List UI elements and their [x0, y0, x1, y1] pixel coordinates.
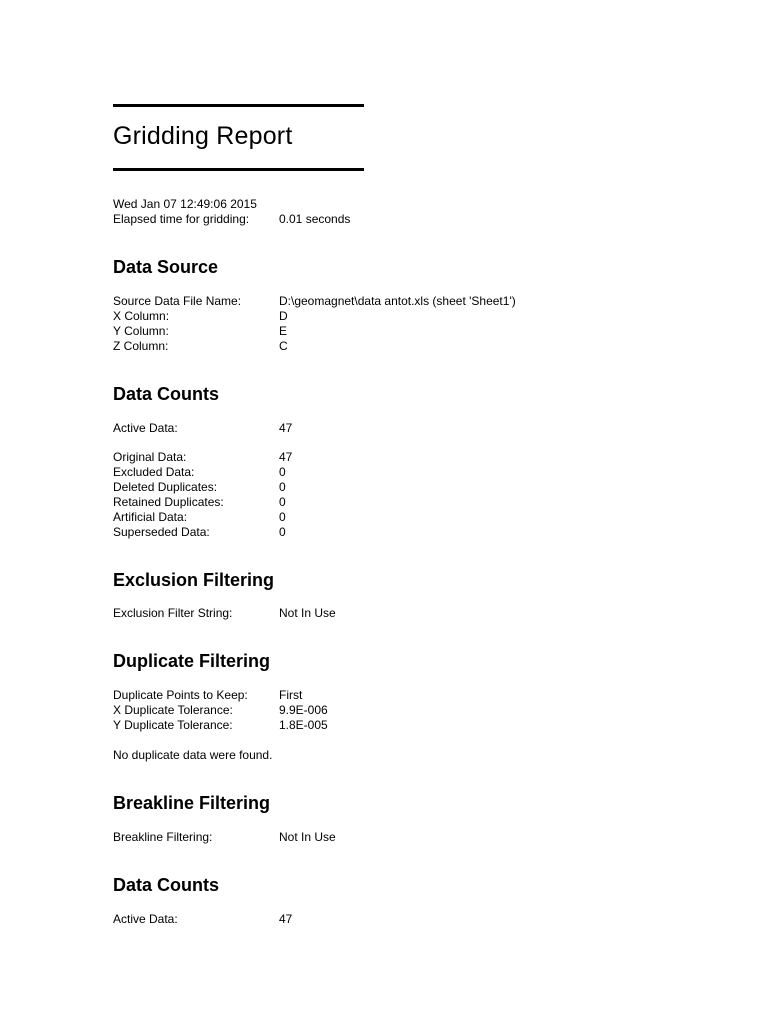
duplicate-note-text: No duplicate data were found. [113, 748, 273, 762]
title-rule-bottom [113, 168, 364, 171]
section-heading-data-source: Data Source [113, 257, 219, 277]
row-label: Exclusion Filter String: [113, 606, 233, 620]
row-value: Not In Use [279, 606, 336, 620]
section-heading-duplicate-filtering: Duplicate Filtering [113, 651, 271, 671]
row-label: Deleted Duplicates: [113, 480, 218, 494]
row-label: Active Data: [113, 421, 178, 435]
section-heading-exclusion-filtering: Exclusion Filtering [113, 570, 275, 590]
row-label: Z Column: [113, 339, 169, 353]
row-label: Artificial Data: [113, 510, 188, 524]
row-value: 9.9E-006 [279, 703, 328, 717]
row-label: Original Data: [113, 450, 187, 464]
row-value: 0 [279, 480, 286, 494]
row-value: 0 [279, 510, 286, 524]
row-label: Superseded Data: [113, 525, 210, 539]
row-value: 0 [279, 495, 286, 509]
row-label: Breakline Filtering: [113, 830, 213, 844]
row-label: Duplicate Points to Keep: [113, 688, 248, 702]
row-value: Not In Use [279, 830, 336, 844]
elapsed-time-value: 0.01 seconds [279, 212, 351, 226]
report-date-text: Wed Jan 07 12:49:06 2015 [113, 197, 257, 211]
row-value: D [279, 309, 288, 323]
row-label: X Duplicate Tolerance: [113, 703, 233, 717]
section-heading-data-counts: Data Counts [113, 384, 220, 404]
row-value: 47 [279, 912, 293, 926]
title-rule-top [113, 104, 364, 107]
row-value: D:\geomagnet\data antot.xls (sheet 'Sheet1') [279, 294, 516, 308]
section-heading-data-counts-2: Data Counts [113, 875, 220, 895]
row-value: 47 [279, 421, 293, 435]
row-label: Excluded Data: [113, 465, 195, 479]
row-value: 1.8E-005 [279, 718, 328, 732]
row-label: Y Duplicate Tolerance: [113, 718, 233, 732]
row-value: E [279, 324, 288, 338]
row-value: First [279, 688, 303, 702]
report-title: Gridding Report [113, 122, 293, 150]
row-label: Active Data: [113, 912, 178, 926]
row-value: 47 [279, 450, 293, 464]
row-value: 0 [279, 465, 286, 479]
row-label: X Column: [113, 309, 170, 323]
row-value: 0 [279, 525, 286, 539]
elapsed-time-label: Elapsed time for gridding: [113, 212, 250, 226]
row-label: Retained Duplicates: [113, 495, 224, 509]
row-label: Y Column: [113, 324, 169, 338]
section-heading-breakline-filtering: Breakline Filtering [113, 793, 271, 813]
row-value: C [279, 339, 288, 353]
row-label: Source Data File Name: [113, 294, 242, 308]
